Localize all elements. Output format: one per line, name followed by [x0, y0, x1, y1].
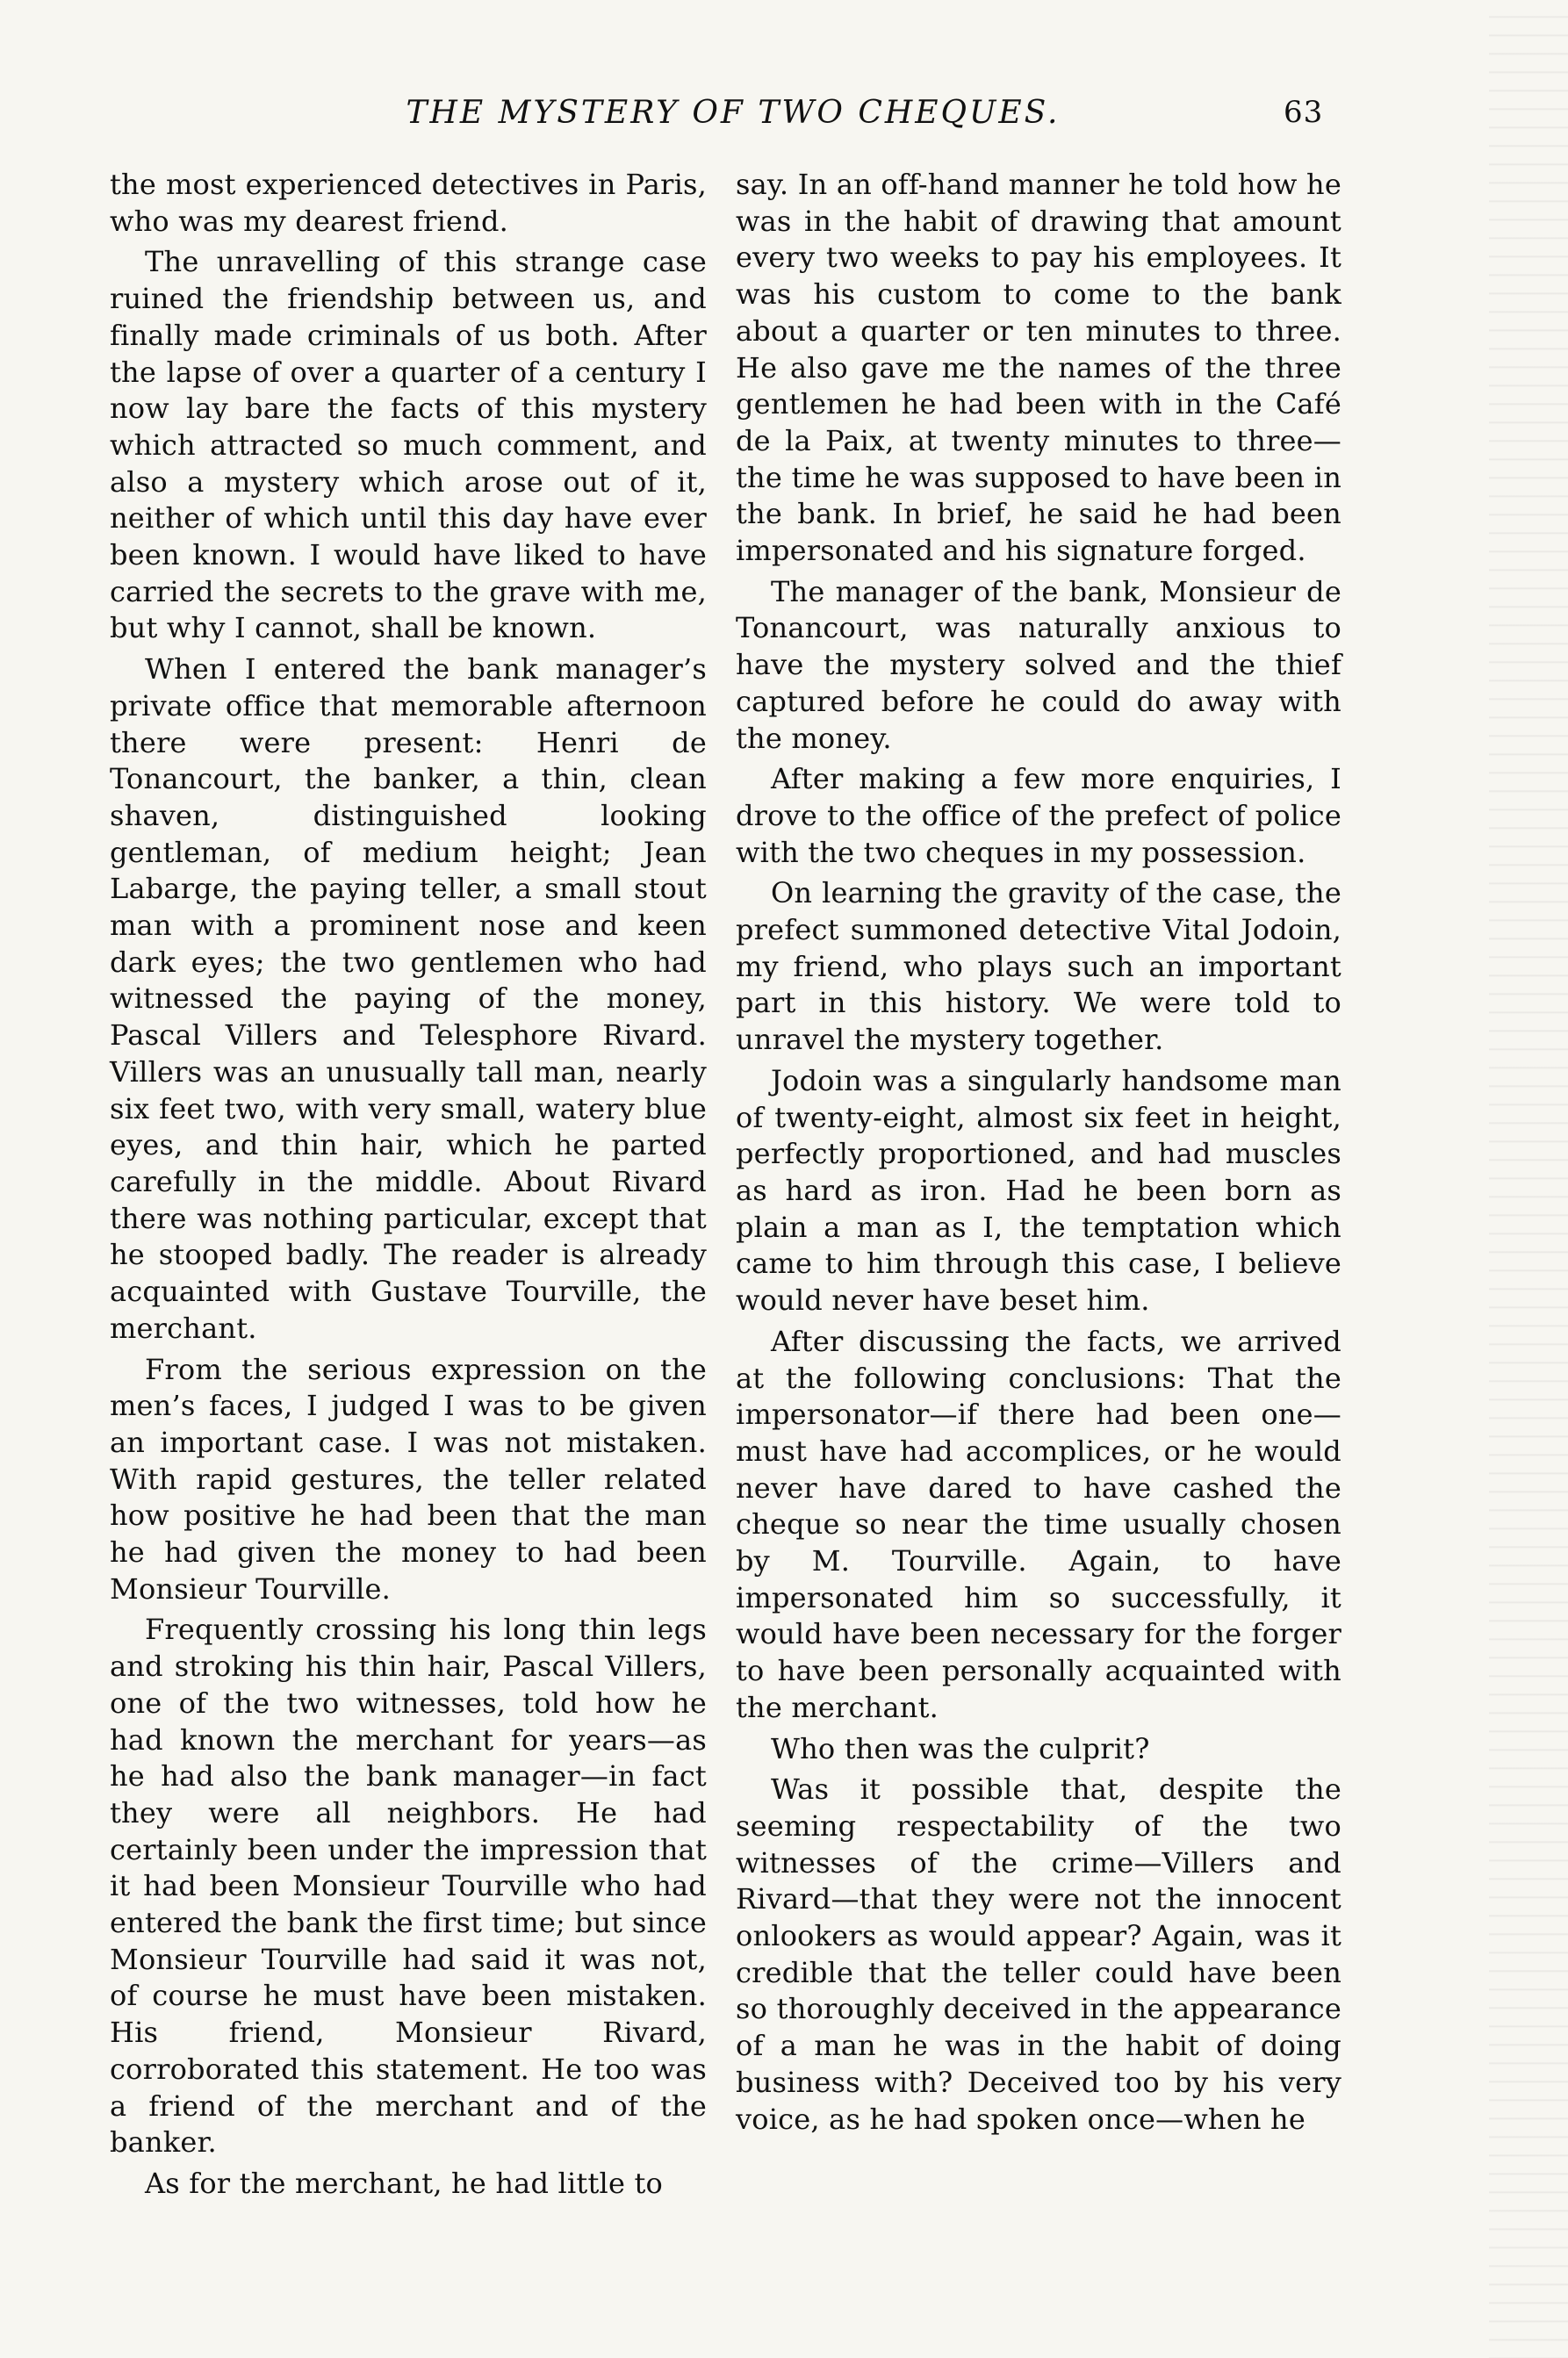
right-column	[736, 167, 1341, 2142]
paragraph: As for the merchant, he had little to	[145, 2166, 663, 2200]
page-number: 63	[1284, 95, 1324, 130]
paragraph: After discussing the facts, we arrived at the following conclusions: That the impersonator—if there had been one—must have had accomplices, or he would never have dared to have cashed the cheque so near the time usually chosen by M. Tourville. Again, to have impersonated him so successfully, it would have been necessary for the forger to have been personally acquainted with the merchant.	[736, 1324, 1341, 1724]
left-column	[110, 167, 707, 2207]
paragraph: After making a few more enquiries, I drove to the office of the prefect of police with the two cheques in my possession.	[736, 762, 1341, 869]
paragraph: Frequently crossing his long thin legs and stroking his thin hair, Pascal Villers, one of the two witnesses, told how he had known the merchant for years—as he had also the bank manager—in fact they were all neighbors. He had certainly been under the impression that it had been Monsieur Tourville who had entered the bank the first time; but since Monsieur Tourville had said it was not, of course he must have been mistaken. His friend, Monsieur Rivard, corroborated this statement. He too was a friend of the merchant and of the banker.	[110, 1613, 707, 2160]
paragraph: The manager of the bank, Monsieur de Tonancourt, was naturally anxious to have the mystery solved and the thief captured before he could do away with the money.	[736, 574, 1341, 755]
paragraph: the most experienced detectives in Paris, who was my dearest friend.	[110, 168, 707, 238]
paragraph: Jodoin was a singularly handsome man of twenty-eight, almost six feet in height, perfectly proportioned, and had muscles as hard as iron. Had he been born as plain a man as I, the temptation which came to him through this case, I believe would never have beset him.	[736, 1063, 1341, 1318]
paragraph: When I entered the bank manager’s private office that memorable afternoon there were present: Henri de Tonancourt, the banker, a thin, clean shaven, distinguished looking gentleman, of medium height; Jean Labarge, the paying teller, a small stout man with a prominent nose and keen dark eyes; the two gentlemen who had witnessed the paying of the money, Pascal Villers and Telesphore Rivard. Villers was an unusually tall man, nearly six feet two, with very small, watery blue eyes, and thin hair, which he parted carefully in the middle. About Rivard there was nothing particular, except that he stooped badly. The reader is already acquainted with Gustave Tourville, the merchant.	[110, 652, 707, 1345]
paragraph: say. In an off-hand manner he told how he was in the habit of drawing that amount every two weeks to pay his employees. It was his custom to come to the bank about a quarter or ten minutes to three. He also gave me the names of the three gentlemen he had been with in the Café de la Paix, at twenty minutes to three—the time he was supposed to have been in the bank. In brief, he said he had been impersonated and his signature forged.	[736, 168, 1341, 568]
paragraph: Was it possible that, despite the seeming respectability of the two witnesses of the crime—Villers and Rivard—that they were not the innocent onlookers as would appear? Again, was it credible that the teller could have been so thoroughly deceived in the appearance of a man he was in the habit of doing business with? Deceived too by his very voice, as he had spoken once—when he	[736, 1772, 1341, 2136]
paragraph: On learning the gravity of the case, the prefect summoned detective Vital Jodoin, my friend, who plays such an important part in this history. We were told to unravel the mystery together.	[736, 876, 1341, 1057]
page-edge-shading	[1489, 0, 1568, 2358]
running-head: THE MYSTERY OF TWO CHEQUES.	[406, 95, 1061, 131]
paragraph: Who then was the culprit?	[771, 1731, 1150, 1765]
paragraph: The unravelling of this strange case ruined the friendship between us, and finally made criminals of us both. After the lapse of over a quarter of a century I now lay bare the facts of this mystery which attracted so much comment, and also a mystery which arose out of it, neither of which until this day have ever been known. I would have liked to have carried the secrets to the grave with me, but why I cannot, shall be known.	[110, 245, 707, 645]
paragraph: From the serious expression on the men’s faces, I judged I was to be given an important case. I was not mistaken. With rapid gestures, the teller related how positive he had been that the man he had given the money to had been Monsieur Tourville.	[110, 1352, 707, 1606]
